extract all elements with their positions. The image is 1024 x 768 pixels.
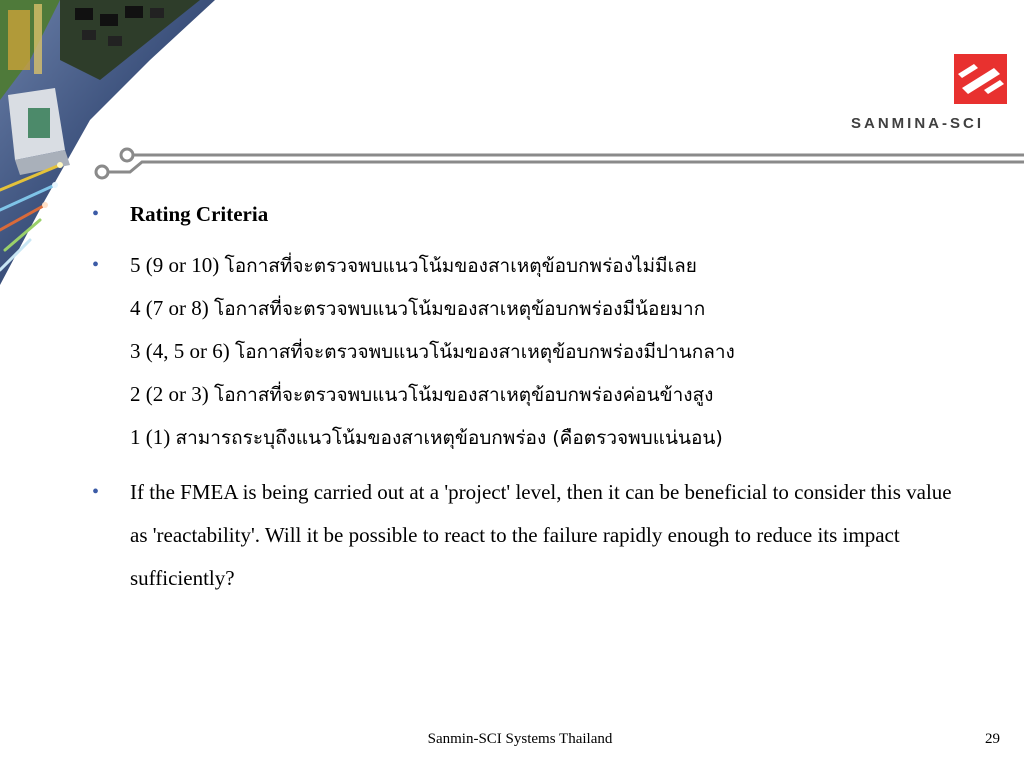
rating-line-1 [130,416,992,459]
bullet-icon: • [92,254,100,276]
rating-line-3 [130,330,992,373]
page-number: 29 [985,731,1000,747]
bullet-rating-scale [92,244,992,459]
bullet-rating-criteria [92,198,992,230]
bullet-icon: • [92,203,100,225]
rating-description: โอกาสที่จะตรวจพบแนวโน้มของสาเหตุข้อบกพร่องไม่มีเลย [224,255,697,277]
rating-description: โอกาสที่จะตรวจพบแนวโน้มของสาเหตุข้อบกพร่องมีน้อยมาก [213,298,706,320]
rating-line-2 [130,373,992,416]
rating-criteria-heading: Rating Criteria [130,202,269,226]
reactability-paragraph: If the FMEA is being carried out at a 'project' level, then it can be beneficial to consider this value as 'reactability'. Will it be possible to react to the failure rapidly enough to reduce its impact sufficiently? [130,480,952,590]
rating-description: โอกาสที่จะตรวจพบแนวโน้มของสาเหตุข้อบกพร่องมีปานกลาง [234,341,735,363]
sanmina-logo-icon [954,54,1007,104]
footer-company: Sanmin-SCI Systems Thailand [427,731,613,747]
bullet-reactability [92,471,992,600]
rating-score: 2 (2 or 3) [130,382,209,406]
logo-wordmark: SANMINA-SCI [851,115,984,132]
rating-description: โอกาสที่จะตรวจพบแนวโน้มของสาเหตุข้อบกพร่องค่อนข้างสูง [213,384,714,406]
sanmina-sci-logo [846,48,1016,138]
rating-description: สามารถระบุถึงแนวโน้มของสาเหตุข้อบกพร่อง (คือตรวจพบแน่นอน) [175,427,723,449]
rating-score: 4 (7 or 8) [130,296,209,320]
rating-score: 1 (1) [130,425,171,449]
rating-line-5 [130,244,992,287]
rating-score: 5 (9 or 10) [130,253,220,277]
rating-line-4 [130,287,992,330]
bullet-icon: • [92,481,100,503]
rating-score: 3 (4, 5 or 6) [130,339,230,363]
slide-content [92,198,992,600]
header-divider [90,142,1024,182]
